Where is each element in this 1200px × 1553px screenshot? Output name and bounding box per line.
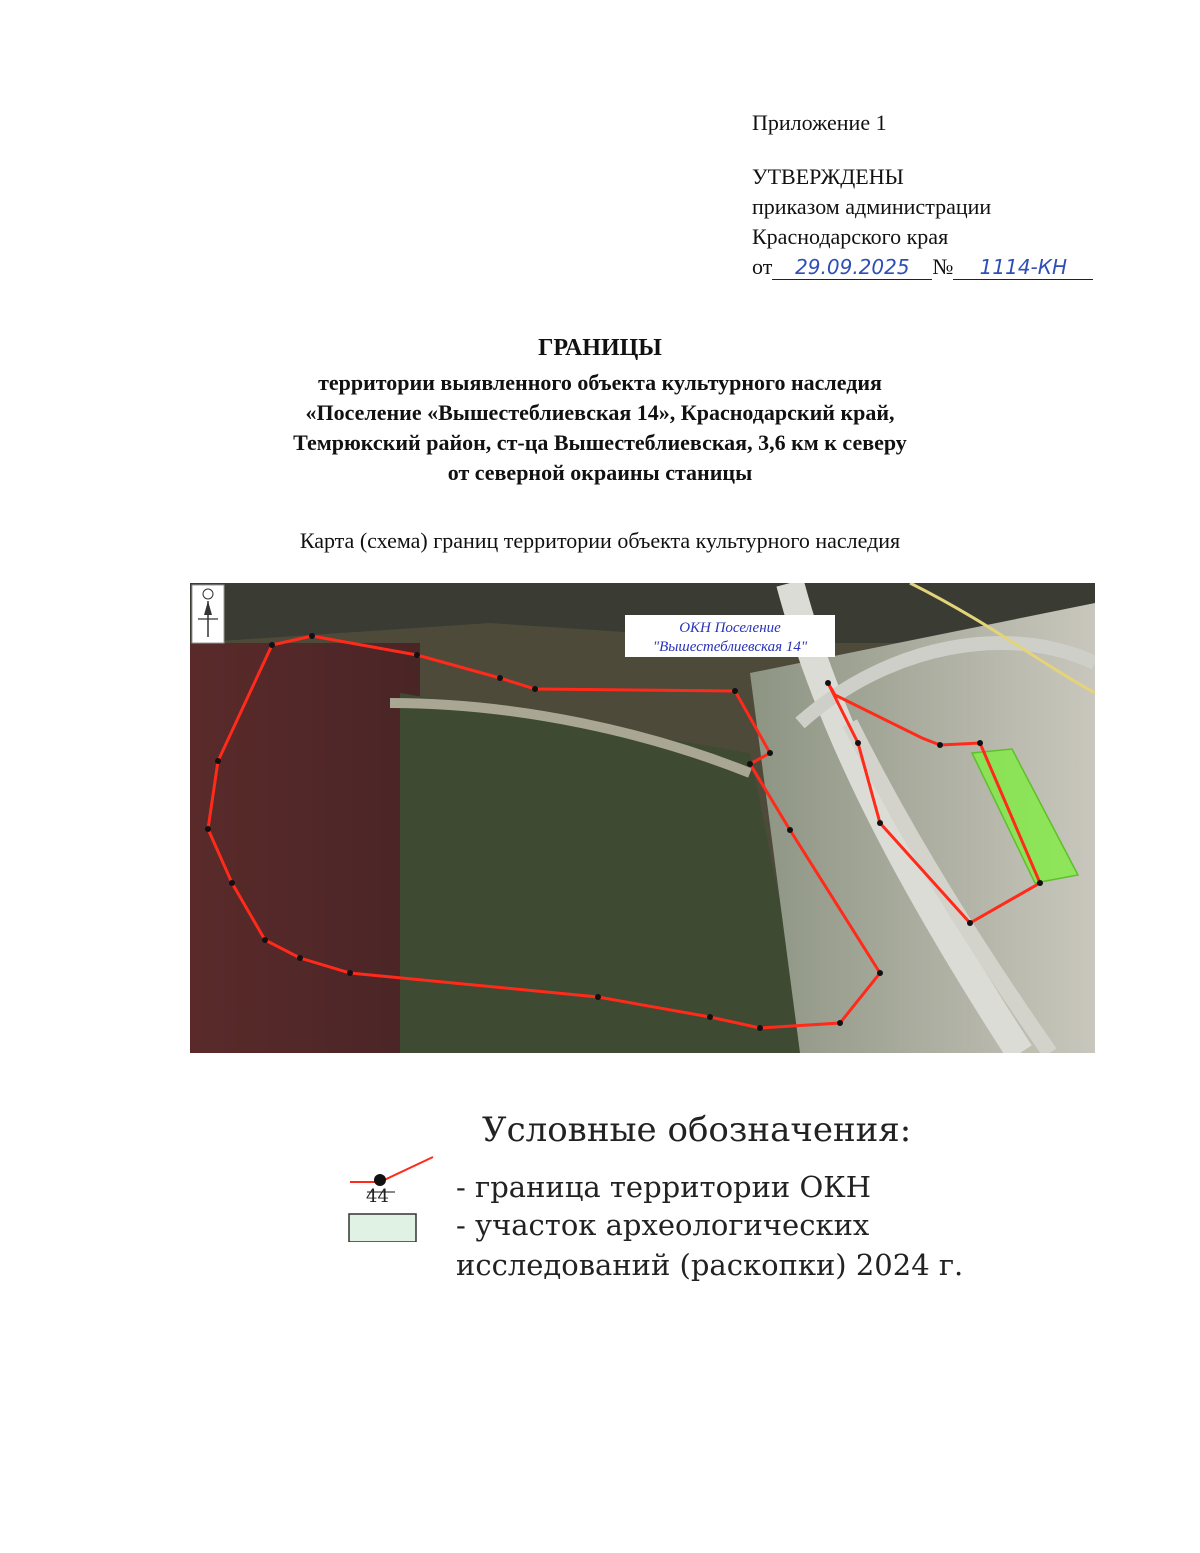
appendix-label: Приложение 1 [752, 110, 887, 135]
order-date: 29.09.2025 [772, 255, 932, 280]
from-label: от [752, 254, 773, 279]
document-title [0, 335, 1200, 488]
legend-title: Условные обозначения: [482, 1110, 912, 1150]
title-line-3: Темрюкский район, ст-ца Вышестеблиевская, 3,6 км к северу [293, 430, 907, 455]
map-label-line1: ОКН Поселение [679, 620, 781, 636]
boundary-symbol-icon [345, 1152, 445, 1242]
title-main: ГРАНИЦЫ [538, 335, 662, 361]
title-line-4: от северной окраины станицы [447, 460, 753, 485]
approval-block [752, 108, 1093, 282]
title-line-2: «Поселение «Вышестеблиевская 14», Краснодарский край, [305, 400, 895, 425]
order-number: 1114-КН [953, 255, 1093, 280]
legend-boundary-label: - граница территории ОКН [456, 1170, 871, 1204]
title-line-1: территории выявленного объекта культурного наследия [318, 370, 882, 395]
boundary-map [190, 583, 1095, 1053]
order-line [752, 252, 1093, 282]
map-label-line2: "Вышестеблиевская 14" [652, 639, 808, 655]
ploughed-field-area [190, 643, 420, 1053]
approved-by-line1: приказом администрации [752, 194, 992, 219]
number-label: № [932, 254, 954, 279]
legend-excavation-line2: исследований (раскопки) 2024 г. [456, 1248, 964, 1282]
approved-label: УТВЕРЖДЕНЫ [752, 164, 904, 189]
north-arrow-icon [192, 585, 224, 643]
map-caption: Карта (схема) границ территории объекта культурного наследия [299, 528, 901, 553]
legend-excavation-line1: - участок археологических [456, 1208, 870, 1242]
legend-symbol-number: 44 [366, 1186, 389, 1207]
map-object-label [625, 615, 835, 657]
map-svg [190, 583, 1095, 1053]
excavation-symbol [349, 1214, 416, 1242]
approved-by-line2: Краснодарского края [752, 224, 949, 249]
